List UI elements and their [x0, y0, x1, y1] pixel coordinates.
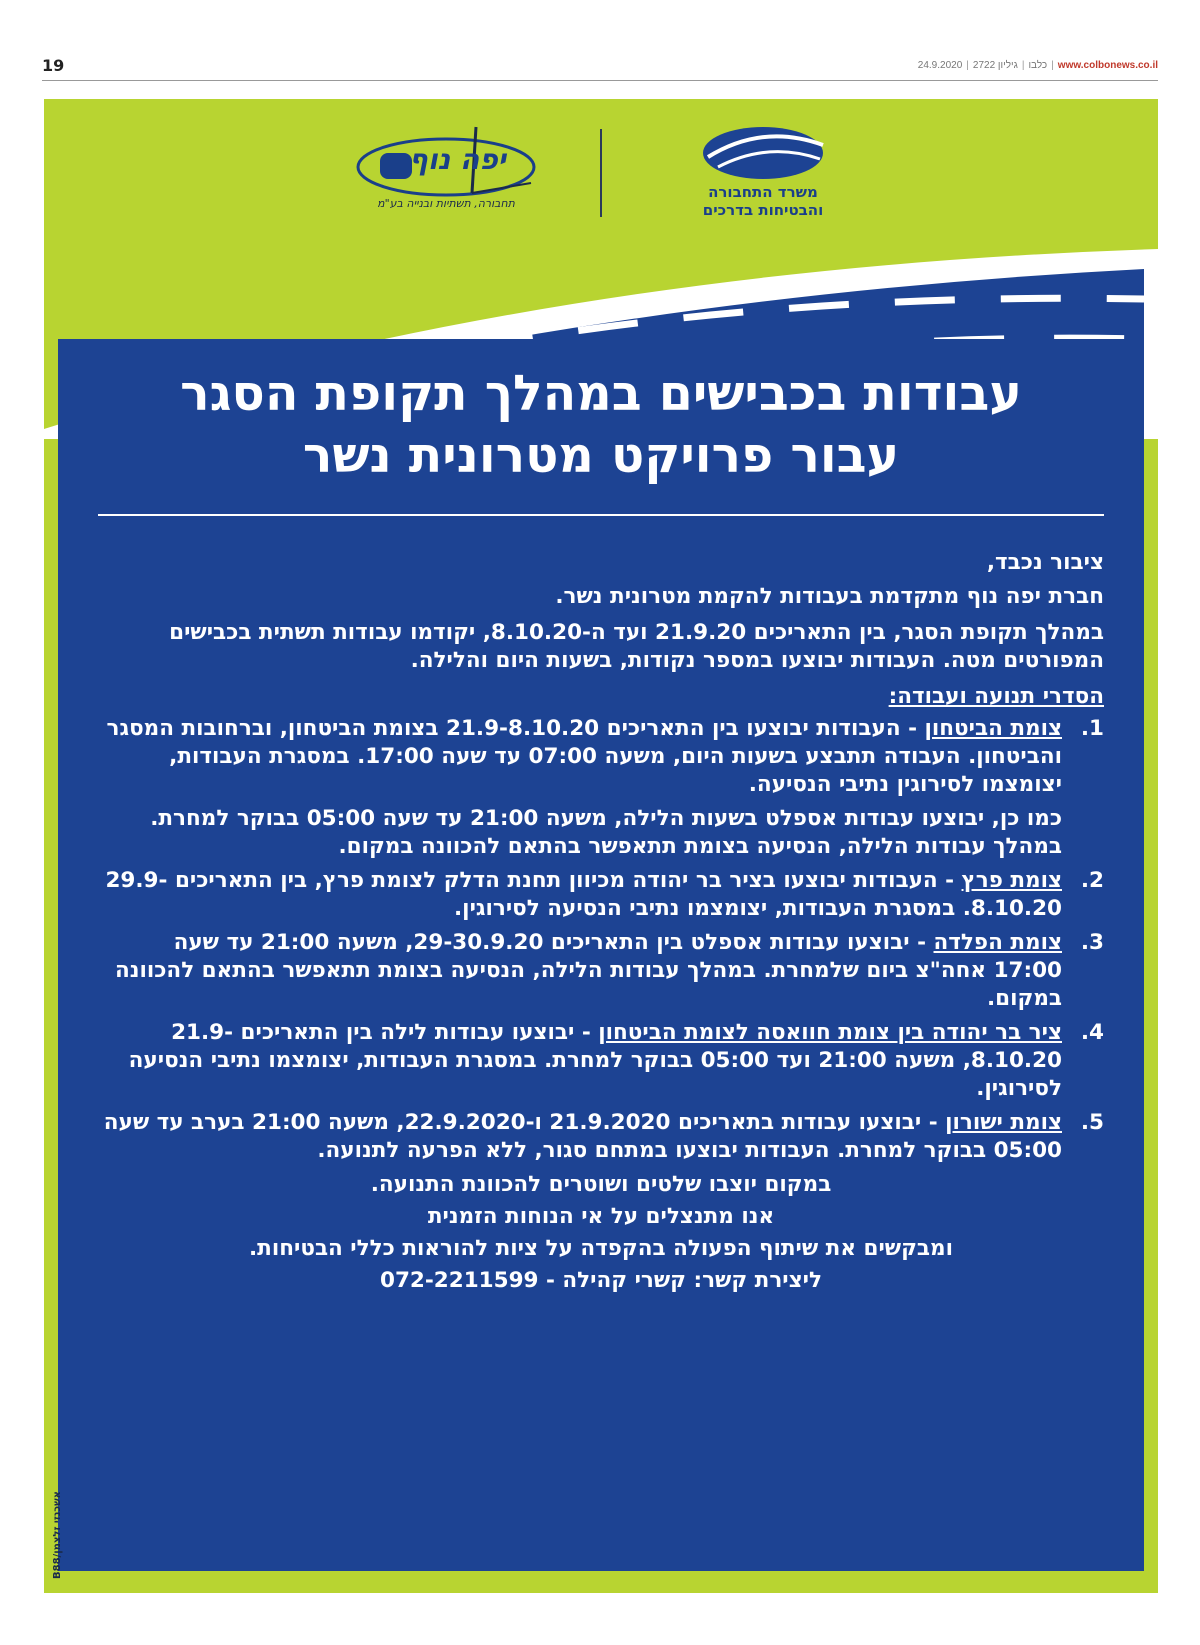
notice-title: [78, 363, 1124, 487]
ministry-name-line2: והבטיחות בדרכים: [702, 201, 824, 219]
intro-details: במהלך תקופת הסגר, בין התאריכים 21.9.20 ועד ה-8.10.20, יקודמו עבודות תשתית בכבישים המפורטים מטה. העבודות יבוצעו במספר נקודות, בשעות היום והלילה.: [169, 620, 1104, 673]
item-text: - העבודות יבוצעו בין התאריכים 21.9-8.10.20 בצומת הביטחון, וברחובות המסגר והביטחון. העבודה תתבצע בשעות היום, משעה 07:00 עד שעה 17:00. במסגרת העבודות, יצומצמו לסירוגין נתיבי הנסיעה.: [106, 716, 1062, 797]
list-item: [98, 929, 1104, 1013]
notice-panel: [58, 339, 1144, 1571]
yafe-nof-name: יפה נוף: [409, 143, 506, 176]
logo-divider: [600, 129, 602, 217]
closing-apology: אנו מתנצלים על אי הנוחות הזמנית: [427, 1204, 775, 1229]
list-item: [98, 715, 1104, 861]
item-extra-text: כמו כן, יבוצעו עבודות אספלט בשעות הלילה, משעה 21:00 עד שעה 05:00 בבוקר למחרת. במהלך עבודות הלילה, הנסיעה בצומת תתאפשר בהתאם להכוונה במקום.: [150, 806, 1062, 859]
item-location: ציר בר יהודה בין צומת חוואסה לצומת הביטחון: [598, 1020, 1062, 1045]
arrangements-heading: הסדרי תנועה ועבודה:: [888, 684, 1104, 709]
logos-row: [44, 119, 1158, 229]
issue-date: 24.9.2020: [917, 60, 963, 71]
item-number: 2.: [1080, 868, 1104, 893]
list-item: [98, 1109, 1104, 1165]
notice-body: [98, 549, 1104, 1299]
ministry-road-emblem-icon: [658, 123, 868, 183]
page-number: 19: [42, 56, 65, 75]
closing-request: ומבקשים את שיתוף הפעולה בהקפדה על ציות להוראות כללי הבטיחות.: [249, 1236, 953, 1261]
item-number: 1.: [1080, 716, 1104, 741]
design-credit: [52, 1409, 72, 1599]
credit-text: אשכנזי זלצמן/B88: [52, 1491, 63, 1579]
closing-signs: במקום יוצבו שלטים ושוטרים להכוונת התנועה.: [370, 1172, 832, 1197]
yafe-nof-tagline: תחבורה, תשתיות ובנייה בע"מ: [377, 197, 515, 210]
item-text: - יבוצעו עבודות בתאריכים 21.9.2020 ו-22.9.2020, משעה 21:00 בערב עד שעה 05:00 בבוקר למחרת. העבודות יבוצעו במתחם סגור, ללא הפרעה לתנועה.: [103, 1110, 1062, 1163]
issue-number: גיליון 2722: [972, 60, 1018, 71]
publication-name: כלבו: [1028, 60, 1048, 71]
intro-text: חברת יפה נוף מתקדמת בעבודות להקמת מטרונית נשר.: [555, 584, 1104, 609]
item-location: צומת ישורון: [945, 1110, 1062, 1135]
title-divider: [98, 514, 1104, 516]
ministry-logo: [658, 123, 868, 223]
list-item: [98, 867, 1104, 923]
item-number: 5.: [1080, 1110, 1104, 1135]
item-text: - יבוצעו עבודות אספלט בין התאריכים 29-30.9.20, משעה 21:00 עד שעה 17:00 אחה"צ ביום שלמחרת. במהלך עבודות הלילה, הנסיעה בצומת תתאפשר בהתאם להכוונה במקום.: [114, 930, 1062, 1011]
ministry-name-line1: משרד התחבורה: [708, 183, 818, 201]
site-url[interactable]: www.colbonews.co.il: [1057, 60, 1158, 71]
contact-line[interactable]: ליצירת קשר: קשרי קהילה - 072-2211599: [379, 1268, 822, 1293]
road-works-ad: [44, 99, 1158, 1593]
list-item: [98, 1019, 1104, 1103]
item-text: - העבודות יבוצעו בציר בר יהודה מכיוון תחנת הדלק לצומת פרץ, בין התאריכים 29.9-8.10.20. במסגרת העבודות, יצומצמו נתיבי הנסיעה לסירוגין.: [105, 868, 1062, 921]
title-line-1: עבודות בכבישים במהלך תקופת הסגר: [180, 365, 1022, 422]
item-number: 3.: [1080, 930, 1104, 955]
header-meta: www.colbonews.co.il|כלבו|גיליון 2722|24.9.2020: [917, 60, 1158, 71]
title-line-2: עבור פרויקט מטרונית נשר: [302, 427, 900, 484]
closing-block: [98, 1171, 1104, 1295]
greeting: ציבור נכבד,: [986, 550, 1104, 575]
item-location: צומת הביטחון: [924, 716, 1062, 741]
yafe-nof-logo: [326, 123, 566, 223]
item-number: 4.: [1080, 1020, 1104, 1045]
arrangements-list: [98, 715, 1104, 1165]
page-header: [42, 52, 1158, 81]
item-location: צומת פרץ: [961, 868, 1062, 893]
item-location: צומת הפלדה: [933, 930, 1062, 955]
item-text: - יבוצעו עבודות לילה בין התאריכים 21.9-8.10.20, משעה 21:00 ועד 05:00 בבוקר למחרת. במסגרת העבודות, יצומצמו נתיבי הנסיעה לסירוגין.: [128, 1020, 1062, 1101]
